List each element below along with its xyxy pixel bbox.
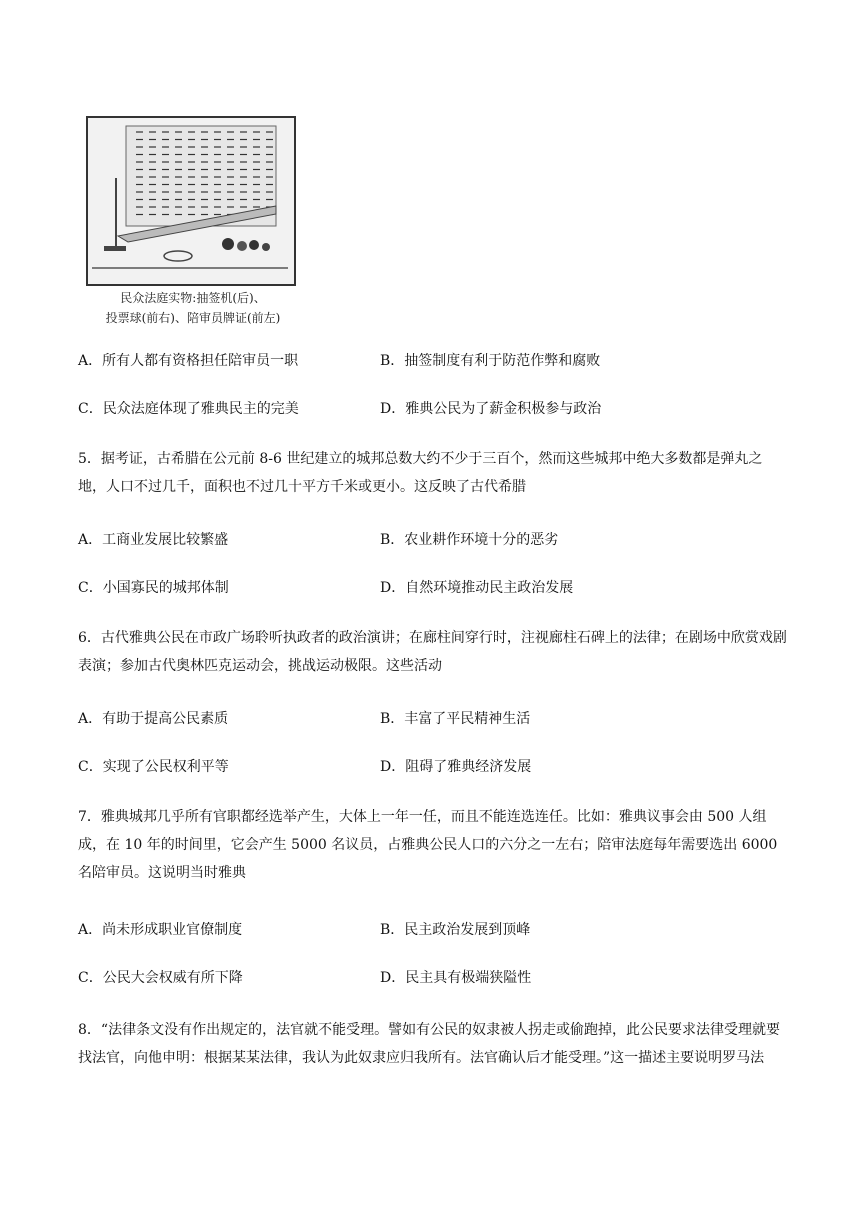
q7-option-c: C．公民大会权威有所下降 [78, 970, 243, 986]
q8-stem: 8．“法律条文没有作出规定的，法官就不能受理。譬如有公民的奴隶被人拐走或偷跑掉，此公民要求法律受理就要找法官，向他申明：根据某某法律，我认为此奴隶应归我所有。法官确认后才能受理。”这一描述主要说明罗马法 [78, 1022, 781, 1066]
caption-line-1: 民众法庭实物:抽签机(后)、 [120, 291, 266, 305]
jury-figure [78, 112, 308, 327]
q4-option-d: D．雅典公民为了薪金积极参与政治 [380, 401, 602, 417]
q7-option-a: A．尚未形成职业官僚制度 [78, 922, 243, 938]
q7-option-b: B．民主政治发展到顶峰 [380, 922, 531, 938]
q7-option-d: D．民主具有极端狭隘性 [380, 970, 532, 986]
kleroterion-illustration [88, 118, 294, 284]
caption-line-2: 投票球(前右)、陪审员牌证(前左) [105, 311, 281, 325]
q6-option-d: D．阻碍了雅典经济发展 [380, 759, 532, 775]
q6-option-a: A．有助于提高公民素质 [78, 711, 229, 727]
q5-option-a: A．工商业发展比较繁盛 [78, 532, 229, 548]
q4-option-a: A．所有人都有资格担任陪审员一职 [78, 353, 299, 369]
q7-stem: 7．雅典城邦几乎所有官职都经选举产生，大体上一年一任，而且不能连选连任。比如：雅典议事会由 500 人组成，在 10 年的时间里，它会产生 5000 名议员，占雅典公民人口的六分之一左右；陪审法庭每年需要选出 6000 名陪审员。这说明当时雅典 [78, 809, 778, 881]
q4-option-c: C．民众法庭体现了雅典民主的完美 [78, 401, 299, 417]
q5-stem: 5．据考证，古希腊在公元前 8-6 世纪建立的城邦总数大约不少于三百个，然而这些城邦中绝大多数都是弹丸之地，人口不过几千，面积也不过几十平方千米或更小。这反映了古代希腊 [78, 451, 763, 495]
q5-option-c: C．小国寡民的城邦体制 [78, 580, 229, 596]
q6-stem: 6．古代雅典公民在市政广场聆听执政者的政治演讲；在廊柱间穿行时，注视廊柱石碑上的法律；在剧场中欣赏戏剧表演；参加古代奥林匹克运动会，挑战运动极限。这些活动 [78, 630, 787, 674]
q6-option-c: C．实现了公民权利平等 [78, 759, 229, 775]
q5-option-d: D．自然环境推动民主政治发展 [380, 580, 574, 596]
kleroterion-photo [86, 116, 296, 286]
q6-option-b: B．丰富了平民精神生活 [380, 711, 531, 727]
q4-option-b: B．抽签制度有利于防范作弊和腐败 [380, 353, 601, 369]
q5-option-b: B．农业耕作环境十分的恶劣 [380, 532, 559, 548]
figure-caption [78, 288, 308, 328]
